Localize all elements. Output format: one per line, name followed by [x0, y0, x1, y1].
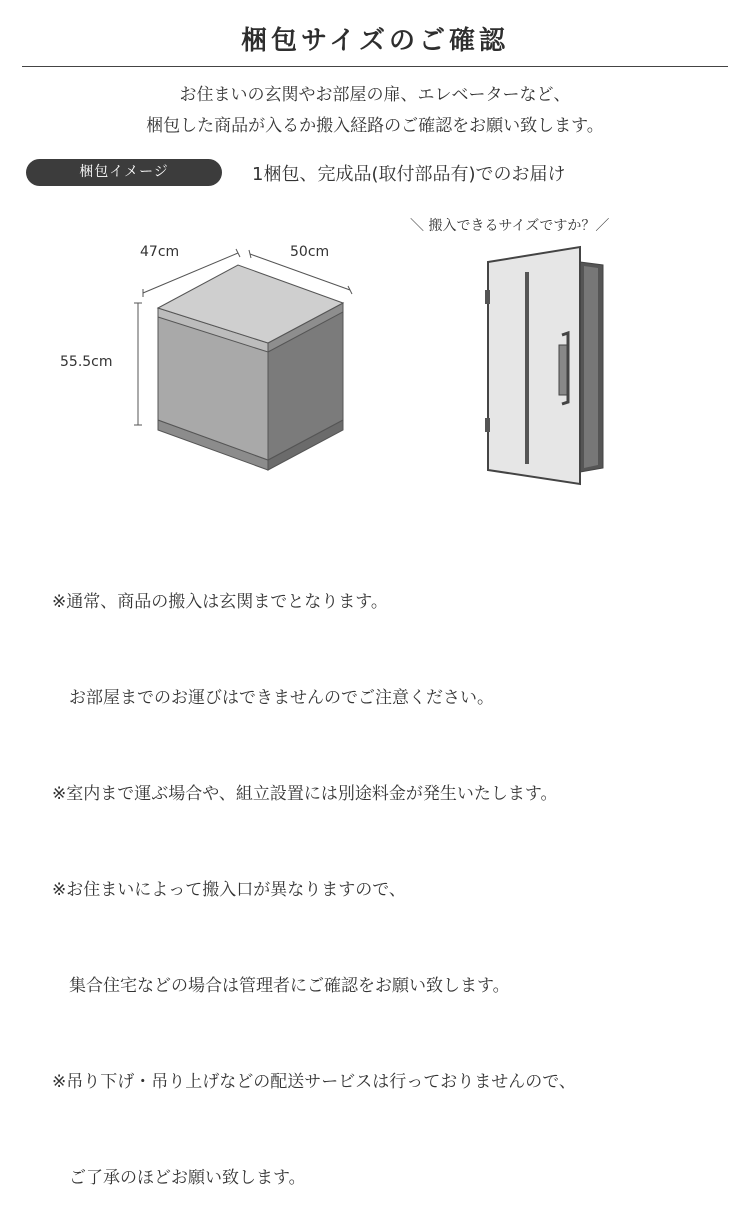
note-line: ※お住まいによって搬入口が異なりますので、 — [52, 880, 406, 900]
note-line: ご了承のほどお願い致します。 — [52, 1168, 306, 1188]
door-caption: ＼ 搬入できるサイズですか？／ — [410, 218, 610, 234]
note-line: ※吊り下げ・吊り上げなどの配送サービスは行っておりませんので、 — [52, 1072, 576, 1092]
note-line: 集合住宅などの場合は管理者にご確認をお願い致します。 — [52, 976, 510, 996]
height-label: 55.5cm — [60, 354, 113, 370]
package-description: 1梱包、完成品(取付部品有)でのお届け — [252, 164, 566, 185]
page-title: 梱包サイズのご確認 — [241, 26, 509, 56]
intro-line-2: 梱包した商品が入るか搬入経路のご確認をお願い致します。 — [146, 116, 604, 136]
depth-label: 50cm — [290, 244, 330, 260]
note-line: ※室内まで運ぶ場合や、組立設置には別途料金が発生いたします。 — [52, 784, 558, 804]
width-label: 47cm — [140, 244, 180, 260]
notes-list — [52, 522, 576, 1226]
note-line: お部屋までのお運びはできませんのでご注意ください。 — [52, 688, 494, 708]
intro-line-1: お住まいの玄関やお部屋の扉、エレベーターなど、 — [179, 85, 571, 105]
door-illustration — [485, 247, 603, 484]
package-image-badge: 梱包イメージ — [26, 159, 222, 186]
note-line: ※通常、商品の搬入は玄関までとなります。 — [52, 592, 388, 612]
